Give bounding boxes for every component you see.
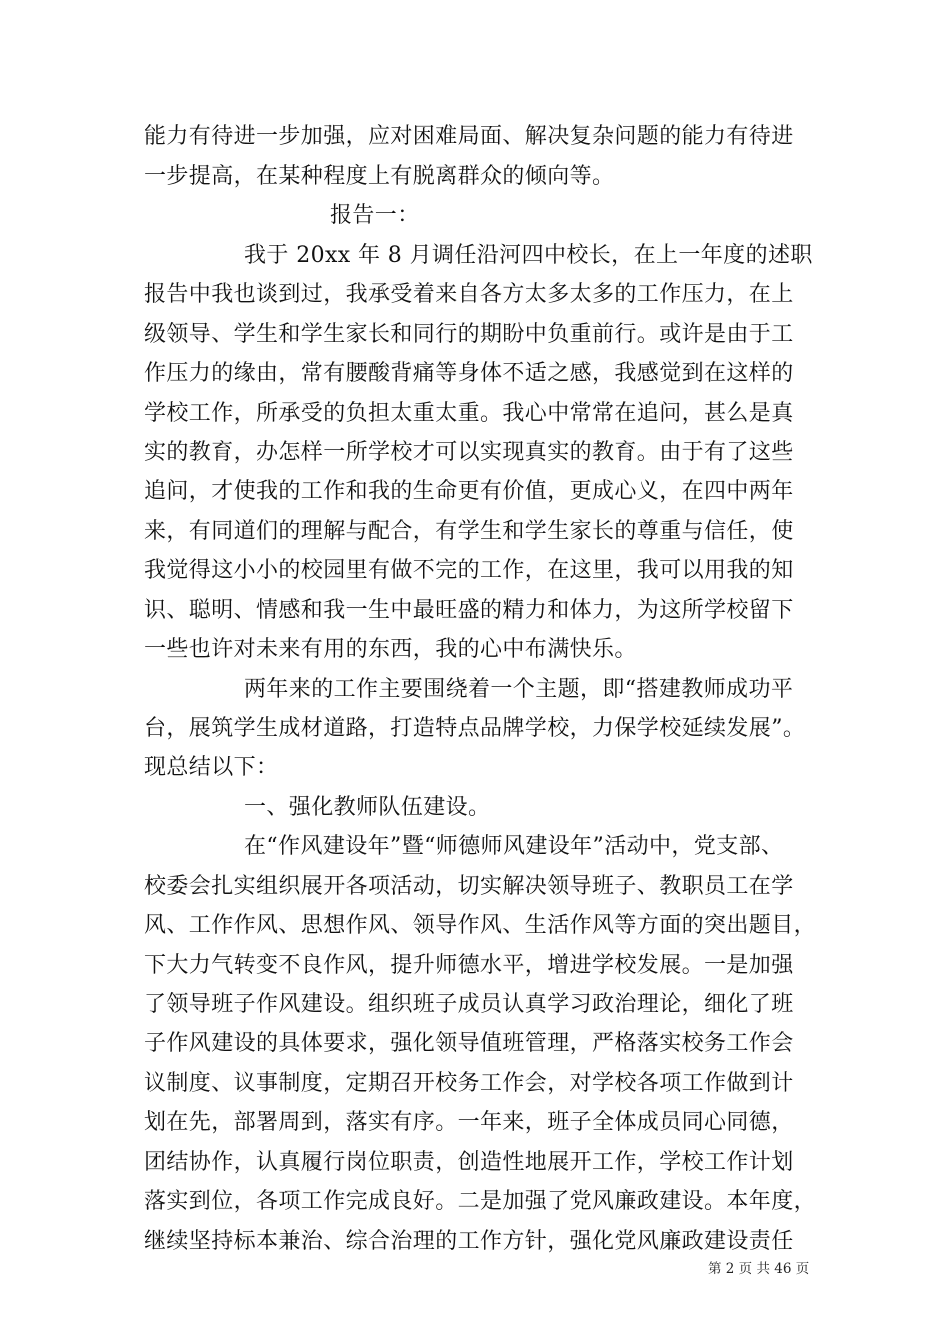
body-line-25: 团结协作，认真履行岗位职责，创造性地展开工作，学校工作计划 <box>144 1150 794 1175</box>
body-line-14: 两年来的工作主要围绕着一个主题，即“搭建教师成功平 <box>244 677 794 702</box>
body-line-27: 继续坚持标本兼治、综合治理的工作方针，强化党风廉政建设责任 <box>144 1229 794 1254</box>
section-heading-report-one: 报告一： <box>330 203 420 228</box>
body-line-20: 下大力气转变不良作风，提升师德水平，增进学校发展。一是加强 <box>144 953 794 978</box>
body-line-10: 来，有同道们的理解与配合，有学生和学生家长的尊重与信任，使 <box>144 519 794 544</box>
body-line-4: 报告中我也谈到过，我承受着来自各方太多太多的工作压力，在上 <box>144 282 794 307</box>
body-line-22: 子作风建设的具体要求，强化领导值班管理，严格落实校务工作会 <box>144 1031 794 1056</box>
body-line-13: 一些也许对未来有用的东西，我的心中布满快乐。 <box>144 637 637 662</box>
body-line-5: 级领导、学生和学生家长和同行的期盼中负重前行。或许是由于工 <box>144 322 794 347</box>
body-line-16: 现总结以下： <box>144 755 279 780</box>
body-line-2: 一步提高，在某种程度上有脱离群众的倾向等。 <box>144 164 615 189</box>
body-line-6: 作压力的缘由，常有腰酸背痛等身体不适之感，我感觉到在这样的 <box>144 361 794 386</box>
body-line-9: 追问，才使我的工作和我的生命更有价值，更成心义，在四中两年 <box>144 479 794 504</box>
body-line-15: 台，展筑学生成材道路，打造特点品牌学校，力保学校延续发展”。 <box>144 716 806 741</box>
body-line-19: 风、工作作风、思想作风、领导作风、生活作风等方面的突出题目， <box>144 913 817 938</box>
body-line-12: 识、聪明、情感和我一生中最旺盛的精力和体力，为这所学校留下 <box>144 598 794 623</box>
page-number-footer: 第 2 页 共 46 页 <box>708 1261 810 1277</box>
body-line-17: 在“作风建设年”暨“师德师风建设年”活动中，党支部、 <box>244 834 784 859</box>
body-line-1: 能力有待进一步加强，应对困难局面、解决复杂问题的能力有待进 <box>144 124 794 149</box>
subheading-teacher-team: 一、强化教师队伍建设。 <box>244 795 491 820</box>
body-line-3: 我于 20xx 年 8 月调任沿河四中校长，在上一年度的述职 <box>244 243 813 268</box>
body-line-11: 我觉得这小小的校园里有做不完的工作，在这里，我可以用我的知 <box>144 558 794 583</box>
body-line-21: 了领导班子作风建设。组织班子成员认真学习政治理论，细化了班 <box>144 992 794 1017</box>
body-line-26: 落实到位，各项工作完成良好。二是加强了党风廉政建设。本年度， <box>144 1189 817 1214</box>
body-line-24: 划在先，部署周到，落实有序。一年来，班子全体成员同心同德， <box>144 1110 794 1135</box>
body-line-7: 学校工作，所承受的负担太重太重。我心中常常在追问，甚么是真 <box>144 401 794 426</box>
body-line-18: 校委会扎实组织展开各项活动，切实解决领导班子、教职员工在学 <box>144 874 794 899</box>
body-line-23: 议制度、议事制度，定期召开校务工作会，对学校各项工作做到计 <box>144 1071 794 1096</box>
body-line-8: 实的教育，办怎样一所学校才可以实现真实的教育。由于有了这些 <box>144 440 794 465</box>
